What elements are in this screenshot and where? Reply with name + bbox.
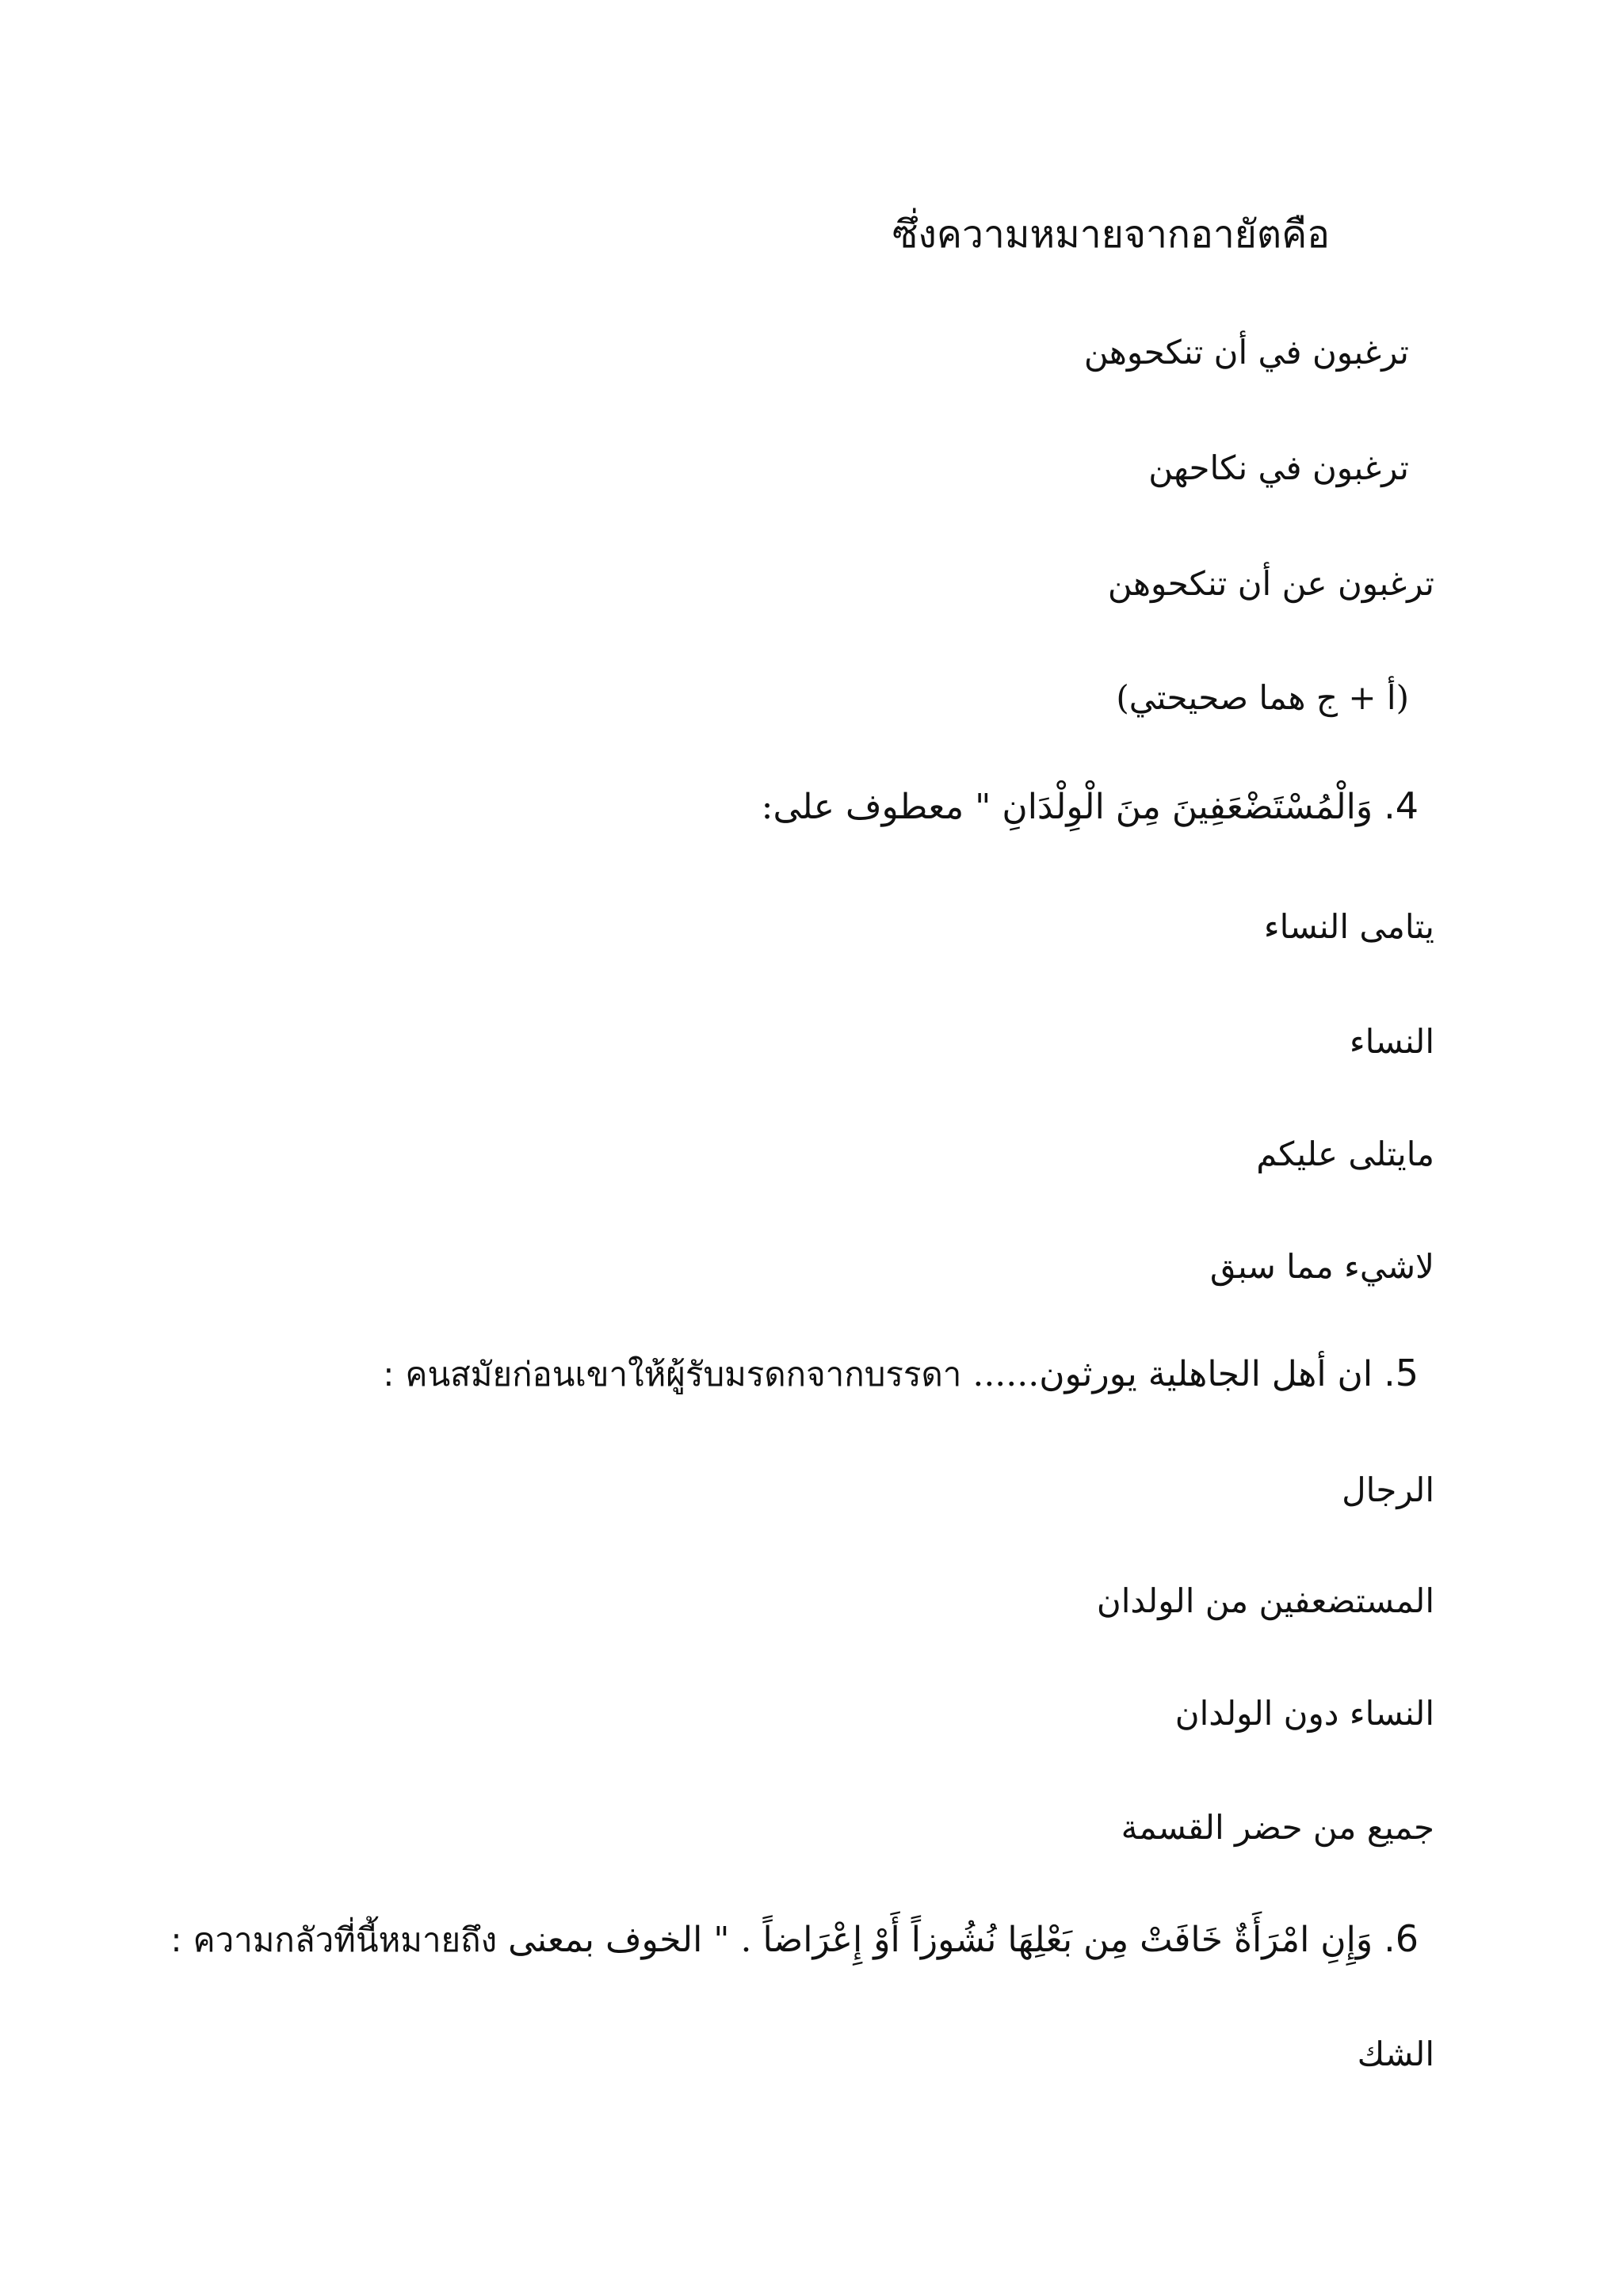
question-6-suffix: : — [170, 1920, 182, 1959]
question-5-thai: คนสมัยก่อนเขาให้ผู้รับมรดกจากบรรดา — [405, 1355, 962, 1394]
question-4 — [762, 784, 1419, 829]
q4-option-2: النساء — [1349, 1022, 1434, 1061]
section-heading: ซึ่งความหมายจากอายัตคือ — [892, 212, 1330, 257]
q4-option-4: لاشيء مما سبق — [1209, 1247, 1434, 1286]
question-6-arabic: وَإِنِ امْرَأَةٌ خَافَتْ مِن بَعْلِهَا نُشُوزاً أَوْ إِعْرَاضاً . " الخوف بمعنى — [508, 1920, 1373, 1960]
q4-option-1: يتامى النساء — [1263, 907, 1434, 946]
question-6-thai: ความกลัวที่นี้หมายถึง — [193, 1920, 498, 1959]
q4-option-3: مايتلى عليكم — [1256, 1135, 1434, 1173]
question-4-number: 4. — [1384, 784, 1419, 827]
q5-option-1: الرجال — [1342, 1470, 1434, 1509]
question-5-arabic: ان أهل الجاهلية يورثون...... — [972, 1354, 1373, 1394]
question-5-number: 5. — [1384, 1352, 1419, 1394]
q5-option-3: النساء دون الولدان — [1174, 1694, 1434, 1733]
question-6 — [170, 1917, 1419, 1962]
question-5 — [383, 1352, 1419, 1396]
q5-option-2: المستضعفين من الولدان — [1096, 1581, 1434, 1620]
q6-option-1: الشك — [1357, 2035, 1434, 2073]
question-4-text: وَالْمُسْتَضْعَفِينَ مِنَ الْوِلْدَانِ " معطوف على: — [761, 787, 1373, 827]
q3-option-4: (أ + ج هما صحيحتي) — [1116, 678, 1409, 717]
q3-option-1: ترغبون في أن تنكحوهن — [1083, 333, 1409, 372]
q5-option-4: جميع من حضر القسمة — [1121, 1808, 1434, 1847]
question-6-number: 6. — [1384, 1917, 1419, 1960]
q3-option-3: ترغبون عن أن تنكحوهن — [1107, 564, 1434, 603]
question-5-suffix: : — [383, 1355, 395, 1394]
q3-option-2: ترغبون في نكاحهن — [1148, 448, 1409, 487]
